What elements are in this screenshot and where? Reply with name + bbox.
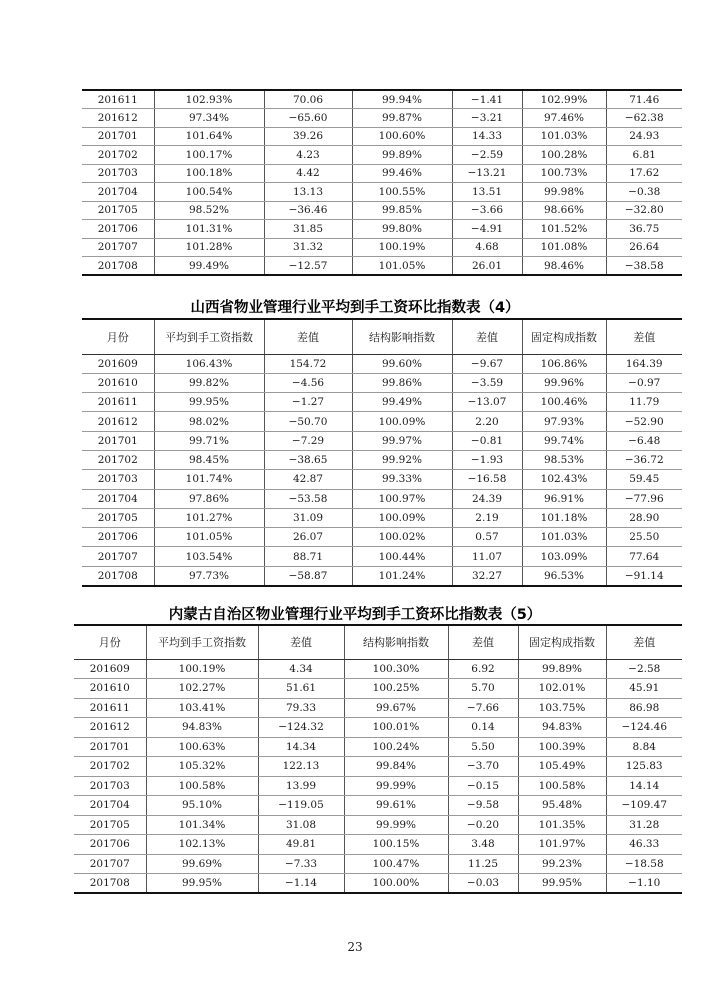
cell-diff: −3.21 xyxy=(452,109,522,128)
cell-structure-index: 99.33% xyxy=(352,470,452,489)
cell-diff: −119.05 xyxy=(258,796,344,816)
cell-diff: −3.66 xyxy=(452,201,522,220)
cell-avg-wage-index: 98.02% xyxy=(154,412,264,431)
table-row xyxy=(74,776,682,796)
cell-avg-wage-index: 99.82% xyxy=(154,373,264,392)
cell-avg-wage-index: 101.28% xyxy=(154,238,264,257)
cell-diff: 45.91 xyxy=(606,679,682,699)
cell-diff: 39.26 xyxy=(264,127,352,146)
cell-month: 201704 xyxy=(74,796,146,816)
cell-structure-index: 100.00% xyxy=(344,874,448,894)
table-row xyxy=(82,146,682,165)
cell-diff: −0.81 xyxy=(452,431,522,450)
cell-structure-index: 100.60% xyxy=(352,127,452,146)
cell-diff: 11.79 xyxy=(606,393,682,412)
cell-fixed-index: 101.03% xyxy=(522,528,606,547)
cell-fixed-index: 101.03% xyxy=(522,127,606,146)
cell-structure-index: 100.44% xyxy=(352,547,452,566)
cell-fixed-index: 105.49% xyxy=(518,757,606,777)
header-avg-wage-index: 平均到手工资指数 xyxy=(154,319,264,354)
cell-fixed-index: 101.18% xyxy=(522,508,606,527)
table-continued xyxy=(82,89,682,276)
cell-structure-index: 99.86% xyxy=(352,373,452,392)
cell-diff: −0.20 xyxy=(448,815,518,835)
cell-diff: 154.72 xyxy=(264,354,352,373)
cell-fixed-index: 106.86% xyxy=(522,354,606,373)
cell-diff: 5.70 xyxy=(448,679,518,699)
cell-diff: −53.58 xyxy=(264,489,352,508)
cell-fixed-index: 102.99% xyxy=(522,90,606,109)
cell-avg-wage-index: 100.18% xyxy=(154,164,264,183)
table-row xyxy=(82,489,682,508)
cell-diff: 70.06 xyxy=(264,90,352,109)
cell-fixed-index: 100.46% xyxy=(522,393,606,412)
cell-diff: −36.72 xyxy=(606,450,682,469)
cell-month: 201702 xyxy=(74,757,146,777)
cell-structure-index: 100.25% xyxy=(344,679,448,699)
cell-structure-index: 100.97% xyxy=(352,489,452,508)
cell-avg-wage-index: 95.10% xyxy=(146,796,258,816)
table-row xyxy=(74,815,682,835)
cell-month: 201701 xyxy=(82,127,154,146)
cell-structure-index: 99.87% xyxy=(352,109,452,128)
cell-fixed-index: 100.73% xyxy=(522,164,606,183)
cell-diff: −65.60 xyxy=(264,109,352,128)
cell-structure-index: 100.09% xyxy=(352,412,452,431)
cell-diff: −52.90 xyxy=(606,412,682,431)
cell-diff: 36.75 xyxy=(606,220,682,239)
table-row xyxy=(74,737,682,757)
cell-diff: 6.92 xyxy=(448,659,518,679)
cell-avg-wage-index: 101.31% xyxy=(154,220,264,239)
cell-diff: −7.66 xyxy=(448,698,518,718)
table-row xyxy=(82,528,682,547)
table-row xyxy=(82,220,682,239)
cell-month: 201702 xyxy=(82,146,154,165)
cell-diff: 49.81 xyxy=(258,835,344,855)
cell-structure-index: 99.97% xyxy=(352,431,452,450)
cell-month: 201708 xyxy=(74,874,146,894)
cell-month: 201705 xyxy=(82,201,154,220)
cell-avg-wage-index: 97.73% xyxy=(154,566,264,585)
cell-month: 201612 xyxy=(82,109,154,128)
cell-fixed-index: 102.01% xyxy=(518,679,606,699)
cell-fixed-index: 99.74% xyxy=(522,431,606,450)
table-inner-mongolia xyxy=(74,624,682,894)
cell-diff: 32.27 xyxy=(452,566,522,585)
cell-diff: −124.32 xyxy=(258,718,344,738)
cell-diff: −1.10 xyxy=(606,874,682,894)
cell-diff: −109.47 xyxy=(606,796,682,816)
cell-diff: −12.57 xyxy=(264,257,352,276)
header-month: 月份 xyxy=(74,625,146,659)
cell-month: 201611 xyxy=(74,698,146,718)
cell-fixed-index: 97.93% xyxy=(522,412,606,431)
cell-diff: −50.70 xyxy=(264,412,352,431)
cell-diff: 31.85 xyxy=(264,220,352,239)
cell-diff: 13.51 xyxy=(452,183,522,202)
cell-fixed-index: 96.91% xyxy=(522,489,606,508)
cell-fixed-index: 101.35% xyxy=(518,815,606,835)
table-row xyxy=(74,874,682,894)
cell-avg-wage-index: 101.34% xyxy=(146,815,258,835)
cell-diff: 31.28 xyxy=(606,815,682,835)
cell-avg-wage-index: 99.95% xyxy=(154,393,264,412)
table-row xyxy=(82,470,682,489)
cell-diff: 59.45 xyxy=(606,470,682,489)
cell-diff: 26.07 xyxy=(264,528,352,547)
cell-avg-wage-index: 103.54% xyxy=(154,547,264,566)
cell-fixed-index: 99.98% xyxy=(522,183,606,202)
cell-fixed-index: 101.97% xyxy=(518,835,606,855)
table-row xyxy=(82,547,682,566)
table-row xyxy=(82,257,682,276)
cell-month: 201706 xyxy=(74,835,146,855)
cell-month: 201707 xyxy=(82,238,154,257)
cell-structure-index: 99.85% xyxy=(352,201,452,220)
table-row xyxy=(82,354,682,373)
cell-fixed-index: 99.23% xyxy=(518,854,606,874)
cell-fixed-index: 99.96% xyxy=(522,373,606,392)
table-body xyxy=(82,90,682,275)
cell-diff: 24.93 xyxy=(606,127,682,146)
cell-month: 201707 xyxy=(74,854,146,874)
cell-diff: 5.50 xyxy=(448,737,518,757)
cell-structure-index: 100.01% xyxy=(344,718,448,738)
cell-diff: 2.20 xyxy=(452,412,522,431)
cell-month: 201612 xyxy=(82,412,154,431)
header-structure-index: 结构影响指数 xyxy=(344,625,448,659)
cell-diff: 13.13 xyxy=(264,183,352,202)
cell-structure-index: 99.99% xyxy=(344,776,448,796)
cell-diff: 26.64 xyxy=(606,238,682,257)
cell-structure-index: 100.47% xyxy=(344,854,448,874)
cell-diff: −1.93 xyxy=(452,450,522,469)
cell-diff: 71.46 xyxy=(606,90,682,109)
cell-diff: −0.03 xyxy=(448,874,518,894)
cell-structure-index: 99.80% xyxy=(352,220,452,239)
table-row xyxy=(74,718,682,738)
cell-avg-wage-index: 99.71% xyxy=(154,431,264,450)
cell-fixed-index: 98.66% xyxy=(522,201,606,220)
cell-diff: −91.14 xyxy=(606,566,682,585)
cell-month: 201702 xyxy=(82,450,154,469)
cell-diff: 11.07 xyxy=(452,547,522,566)
table-row xyxy=(74,757,682,777)
cell-structure-index: 100.19% xyxy=(352,238,452,257)
table-row xyxy=(82,431,682,450)
cell-diff: 4.34 xyxy=(258,659,344,679)
cell-fixed-index: 102.43% xyxy=(522,470,606,489)
cell-diff: 4.68 xyxy=(452,238,522,257)
cell-diff: −38.65 xyxy=(264,450,352,469)
cell-structure-index: 100.55% xyxy=(352,183,452,202)
cell-structure-index: 100.15% xyxy=(344,835,448,855)
cell-fixed-index: 100.28% xyxy=(522,146,606,165)
table-row xyxy=(82,90,682,109)
cell-avg-wage-index: 99.49% xyxy=(154,257,264,276)
cell-diff: 122.13 xyxy=(258,757,344,777)
header-fixed-index: 固定构成指数 xyxy=(518,625,606,659)
table-row xyxy=(82,238,682,257)
cell-diff: 31.08 xyxy=(258,815,344,835)
cell-diff: 125.83 xyxy=(606,757,682,777)
cell-diff: 31.09 xyxy=(264,508,352,527)
cell-diff: 8.84 xyxy=(606,737,682,757)
table-body xyxy=(74,659,682,893)
cell-month: 201706 xyxy=(82,220,154,239)
header-fixed-index: 固定构成指数 xyxy=(522,319,606,354)
cell-diff: 14.33 xyxy=(452,127,522,146)
cell-diff: −9.67 xyxy=(452,354,522,373)
cell-month: 201703 xyxy=(74,776,146,796)
cell-avg-wage-index: 99.95% xyxy=(146,874,258,894)
cell-diff: −32.80 xyxy=(606,201,682,220)
cell-diff: −0.38 xyxy=(606,183,682,202)
cell-fixed-index: 96.53% xyxy=(522,566,606,585)
cell-diff: 6.81 xyxy=(606,146,682,165)
cell-diff: −124.46 xyxy=(606,718,682,738)
cell-fixed-index: 100.39% xyxy=(518,737,606,757)
cell-fixed-index: 95.48% xyxy=(518,796,606,816)
cell-structure-index: 99.89% xyxy=(352,146,452,165)
cell-avg-wage-index: 105.32% xyxy=(146,757,258,777)
cell-avg-wage-index: 97.86% xyxy=(154,489,264,508)
cell-fixed-index: 98.46% xyxy=(522,257,606,276)
table-row xyxy=(82,566,682,585)
table-row xyxy=(74,835,682,855)
cell-month: 201610 xyxy=(74,679,146,699)
cell-avg-wage-index: 103.41% xyxy=(146,698,258,718)
cell-diff: −3.70 xyxy=(448,757,518,777)
cell-diff: 164.39 xyxy=(606,354,682,373)
cell-month: 201706 xyxy=(82,528,154,547)
cell-structure-index: 99.46% xyxy=(352,164,452,183)
cell-diff: 51.61 xyxy=(258,679,344,699)
cell-fixed-index: 97.46% xyxy=(522,109,606,128)
cell-avg-wage-index: 100.58% xyxy=(146,776,258,796)
cell-diff: 0.14 xyxy=(448,718,518,738)
cell-month: 201611 xyxy=(82,90,154,109)
cell-diff: −62.38 xyxy=(606,109,682,128)
table-row xyxy=(82,201,682,220)
cell-avg-wage-index: 98.52% xyxy=(154,201,264,220)
table-row xyxy=(82,109,682,128)
cell-avg-wage-index: 100.63% xyxy=(146,737,258,757)
header-month: 月份 xyxy=(82,319,154,354)
cell-diff: 31.32 xyxy=(264,238,352,257)
cell-avg-wage-index: 106.43% xyxy=(154,354,264,373)
cell-month: 201704 xyxy=(82,489,154,508)
cell-structure-index: 100.02% xyxy=(352,528,452,547)
cell-structure-index: 100.24% xyxy=(344,737,448,757)
cell-diff: −1.41 xyxy=(452,90,522,109)
cell-structure-index: 99.92% xyxy=(352,450,452,469)
cell-month: 201609 xyxy=(82,354,154,373)
cell-diff: 42.87 xyxy=(264,470,352,489)
table-body xyxy=(82,354,682,586)
table-row xyxy=(82,373,682,392)
cell-avg-wage-index: 102.93% xyxy=(154,90,264,109)
cell-diff: −13.07 xyxy=(452,393,522,412)
table-header-row xyxy=(82,319,682,354)
cell-month: 201703 xyxy=(82,164,154,183)
table-row xyxy=(82,164,682,183)
cell-avg-wage-index: 101.27% xyxy=(154,508,264,527)
table-row xyxy=(82,183,682,202)
cell-diff: −4.56 xyxy=(264,373,352,392)
cell-structure-index: 100.30% xyxy=(344,659,448,679)
table-title-shanxi: 山西省物业管理行业平均到手工资环比指数表（4） xyxy=(190,300,520,316)
table-row xyxy=(74,659,682,679)
cell-avg-wage-index: 101.74% xyxy=(154,470,264,489)
cell-diff: −6.48 xyxy=(606,431,682,450)
cell-month: 201705 xyxy=(74,815,146,835)
table-row xyxy=(82,450,682,469)
table-row xyxy=(82,393,682,412)
cell-diff: −1.27 xyxy=(264,393,352,412)
cell-diff: 46.33 xyxy=(606,835,682,855)
cell-fixed-index: 101.52% xyxy=(522,220,606,239)
cell-structure-index: 101.05% xyxy=(352,257,452,276)
cell-diff: −2.58 xyxy=(606,659,682,679)
cell-fixed-index: 103.09% xyxy=(522,547,606,566)
cell-structure-index: 99.49% xyxy=(352,393,452,412)
cell-diff: −38.58 xyxy=(606,257,682,276)
header-diff-3: 差值 xyxy=(606,625,682,659)
cell-avg-wage-index: 100.54% xyxy=(154,183,264,202)
cell-diff: 11.25 xyxy=(448,854,518,874)
page-number: 23 xyxy=(347,940,363,954)
cell-month: 201612 xyxy=(74,718,146,738)
cell-diff: −2.59 xyxy=(452,146,522,165)
cell-fixed-index: 101.08% xyxy=(522,238,606,257)
cell-diff: 28.90 xyxy=(606,508,682,527)
cell-avg-wage-index: 102.13% xyxy=(146,835,258,855)
cell-diff: −7.29 xyxy=(264,431,352,450)
cell-month: 201708 xyxy=(82,257,154,276)
cell-avg-wage-index: 99.69% xyxy=(146,854,258,874)
cell-fixed-index: 98.53% xyxy=(522,450,606,469)
cell-fixed-index: 100.58% xyxy=(518,776,606,796)
cell-avg-wage-index: 100.19% xyxy=(146,659,258,679)
cell-diff: 88.71 xyxy=(264,547,352,566)
cell-diff: −13.21 xyxy=(452,164,522,183)
header-diff-1: 差值 xyxy=(258,625,344,659)
cell-structure-index: 99.99% xyxy=(344,815,448,835)
cell-month: 201701 xyxy=(82,431,154,450)
cell-diff: 77.64 xyxy=(606,547,682,566)
cell-avg-wage-index: 94.83% xyxy=(146,718,258,738)
cell-diff: −7.33 xyxy=(258,854,344,874)
header-avg-wage-index: 平均到手工资指数 xyxy=(146,625,258,659)
cell-diff: −18.58 xyxy=(606,854,682,874)
cell-diff: 25.50 xyxy=(606,528,682,547)
table-row xyxy=(82,508,682,527)
cell-diff: −9.58 xyxy=(448,796,518,816)
cell-diff: −0.97 xyxy=(606,373,682,392)
table-title-inner-mongolia: 内蒙古自治区物业管理行业平均到手工资环比指数表（5） xyxy=(168,607,542,623)
cell-avg-wage-index: 102.27% xyxy=(146,679,258,699)
cell-month: 201611 xyxy=(82,393,154,412)
header-diff-2: 差值 xyxy=(448,625,518,659)
cell-month: 201609 xyxy=(74,659,146,679)
cell-diff: −1.14 xyxy=(258,874,344,894)
cell-diff: −0.15 xyxy=(448,776,518,796)
cell-structure-index: 99.84% xyxy=(344,757,448,777)
cell-fixed-index: 99.89% xyxy=(518,659,606,679)
header-diff-2: 差值 xyxy=(452,319,522,354)
cell-diff: 26.01 xyxy=(452,257,522,276)
cell-structure-index: 101.24% xyxy=(352,566,452,585)
cell-diff: 13.99 xyxy=(258,776,344,796)
cell-avg-wage-index: 101.64% xyxy=(154,127,264,146)
cell-diff: 86.98 xyxy=(606,698,682,718)
header-diff-3: 差值 xyxy=(606,319,682,354)
cell-avg-wage-index: 101.05% xyxy=(154,528,264,547)
cell-avg-wage-index: 98.45% xyxy=(154,450,264,469)
cell-diff: −16.58 xyxy=(452,470,522,489)
cell-diff: −4.91 xyxy=(452,220,522,239)
table-row xyxy=(82,127,682,146)
cell-diff: 2.19 xyxy=(452,508,522,527)
cell-avg-wage-index: 100.17% xyxy=(154,146,264,165)
cell-fixed-index: 103.75% xyxy=(518,698,606,718)
header-diff-1: 差值 xyxy=(264,319,352,354)
cell-diff: −36.46 xyxy=(264,201,352,220)
cell-diff: 79.33 xyxy=(258,698,344,718)
cell-fixed-index: 94.83% xyxy=(518,718,606,738)
cell-diff: 14.34 xyxy=(258,737,344,757)
cell-month: 201705 xyxy=(82,508,154,527)
table-row xyxy=(82,412,682,431)
cell-avg-wage-index: 97.34% xyxy=(154,109,264,128)
cell-structure-index: 99.67% xyxy=(344,698,448,718)
table-row xyxy=(74,679,682,699)
cell-diff: 14.14 xyxy=(606,776,682,796)
cell-month: 201707 xyxy=(82,547,154,566)
table-shanxi xyxy=(82,318,682,587)
cell-month: 201704 xyxy=(82,183,154,202)
cell-diff: 17.62 xyxy=(606,164,682,183)
cell-diff: −77.96 xyxy=(606,489,682,508)
cell-structure-index: 99.60% xyxy=(352,354,452,373)
cell-month: 201708 xyxy=(82,566,154,585)
cell-diff: 4.23 xyxy=(264,146,352,165)
cell-diff: 24.39 xyxy=(452,489,522,508)
cell-diff: 0.57 xyxy=(452,528,522,547)
table-row xyxy=(74,698,682,718)
cell-structure-index: 100.09% xyxy=(352,508,452,527)
cell-fixed-index: 99.95% xyxy=(518,874,606,894)
cell-month: 201701 xyxy=(74,737,146,757)
cell-structure-index: 99.61% xyxy=(344,796,448,816)
cell-diff: −58.87 xyxy=(264,566,352,585)
cell-structure-index: 99.94% xyxy=(352,90,452,109)
cell-diff: −3.59 xyxy=(452,373,522,392)
cell-diff: 4.42 xyxy=(264,164,352,183)
table-header-row xyxy=(74,625,682,659)
table-row xyxy=(74,854,682,874)
header-structure-index: 结构影响指数 xyxy=(352,319,452,354)
cell-month: 201703 xyxy=(82,470,154,489)
table-row xyxy=(74,796,682,816)
cell-diff: 3.48 xyxy=(448,835,518,855)
cell-month: 201610 xyxy=(82,373,154,392)
